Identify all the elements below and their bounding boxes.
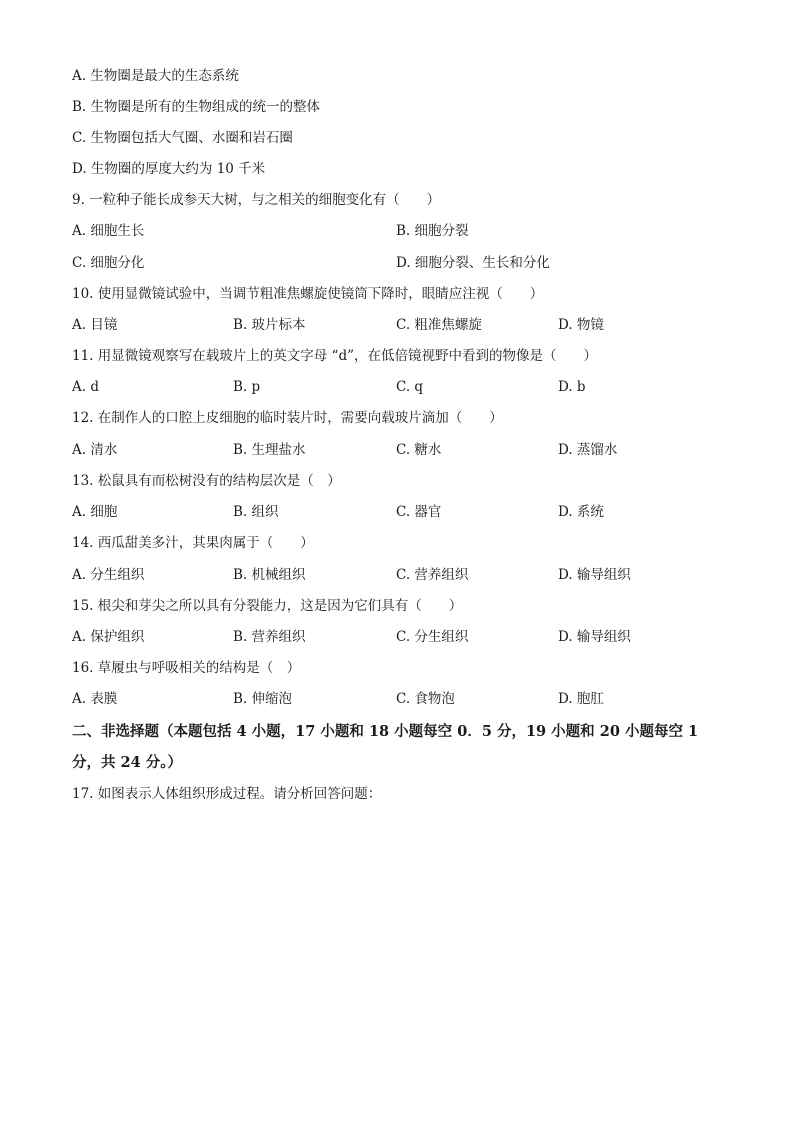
q12-option-c: C. 糖水 — [396, 442, 442, 458]
q16-option-b: B. 伸缩泡 — [233, 691, 293, 707]
q17-stem: 17. 如图表示人体组织形成过程。请分析回答问题： — [72, 786, 382, 802]
q13-option-c: C. 器官 — [396, 504, 442, 520]
q12-option-d: D. 蒸馏水 — [558, 442, 618, 458]
q12-option-b: B. 生理盐水 — [233, 442, 306, 458]
q13-option-a: A. 细胞 — [72, 504, 118, 520]
q13-option-d: D. 系统 — [558, 504, 604, 520]
q15-option-a: A. 保护组织 — [72, 629, 145, 645]
q16-option-c: C. 食物泡 — [396, 691, 455, 707]
q9-option-a: A. 细胞生长 — [72, 223, 145, 239]
q9-option-b: B. 细胞分裂 — [396, 223, 469, 239]
q9-option-c: C. 细胞分化 — [72, 255, 145, 271]
q15-stem: 15. 根尖和芽尖之所以具有分裂能力，这是因为它们具有（ ） — [72, 598, 463, 614]
q16-stem: 16. 草履虫与呼吸相关的结构是（ ） — [72, 660, 301, 676]
q10-option-c: C. 粗准焦螺旋 — [396, 317, 482, 333]
q8-option-a: A. 生物圈是最大的生态系统 — [72, 68, 239, 84]
q10-option-b: B. 玻片标本 — [233, 317, 306, 333]
q11-stem: 11. 用显微镜观察写在载玻片上的英文字母 “d”，在低倍镜视野中看到的物像是（ ） — [72, 348, 597, 364]
q12-option-a: A. 清水 — [72, 442, 118, 458]
q10-option-a: A. 目镜 — [72, 317, 118, 333]
section-2-heading: 二、非选择题（本题包括 4 小题，17 小题和 18 小题每空 0．5 分，19 小题和 20 小题每空 1 分，共 24 分。） — [72, 723, 699, 771]
q8-option-c: C. 生物圈包括大气圈、水圈和岩石圈 — [72, 130, 293, 146]
q11-option-c: C. q — [396, 379, 424, 395]
q14-option-d: D. 输导组织 — [558, 567, 631, 583]
q15-option-d: D. 输导组织 — [558, 629, 631, 645]
q12-stem: 12. 在制作人的口腔上皮细胞的临时装片时，需要向载玻片滴加（ ） — [72, 410, 503, 426]
q16-option-d: D. 胞肛 — [558, 691, 604, 707]
q8-option-d: D. 生物圈的厚度大约为 10 千米 — [72, 161, 266, 177]
q10-stem: 10. 使用显微镜试验中，当调节粗准焦螺旋使镜筒下降时，眼睛应注视（ ） — [72, 286, 544, 302]
q14-option-a: A. 分生组织 — [72, 567, 145, 583]
q10-option-d: D. 物镜 — [558, 317, 604, 333]
q16-option-a: A. 表膜 — [72, 691, 118, 707]
q9-option-d: D. 细胞分裂、生长和分化 — [396, 255, 550, 271]
q13-option-b: B. 组织 — [233, 504, 279, 520]
q11-option-a: A. d — [72, 379, 99, 395]
q13-stem: 13. 松鼠具有而松树没有的结构层次是（ ） — [72, 473, 341, 489]
q15-option-b: B. 营养组织 — [233, 629, 306, 645]
q11-option-d: D. b — [558, 379, 586, 395]
q9-stem: 9. 一粒种子能长成参天大树，与之相关的细胞变化有（ ） — [72, 192, 441, 208]
q14-option-c: C. 营养组织 — [396, 567, 469, 583]
q14-option-b: B. 机械组织 — [233, 567, 306, 583]
q8-option-b: B. 生物圈是所有的生物组成的统一的整体 — [72, 99, 321, 115]
q15-option-c: C. 分生组织 — [396, 629, 469, 645]
q14-stem: 14. 西瓜甜美多汁，其果肉属于（ ） — [72, 535, 314, 551]
q11-option-b: B. p — [233, 379, 261, 395]
